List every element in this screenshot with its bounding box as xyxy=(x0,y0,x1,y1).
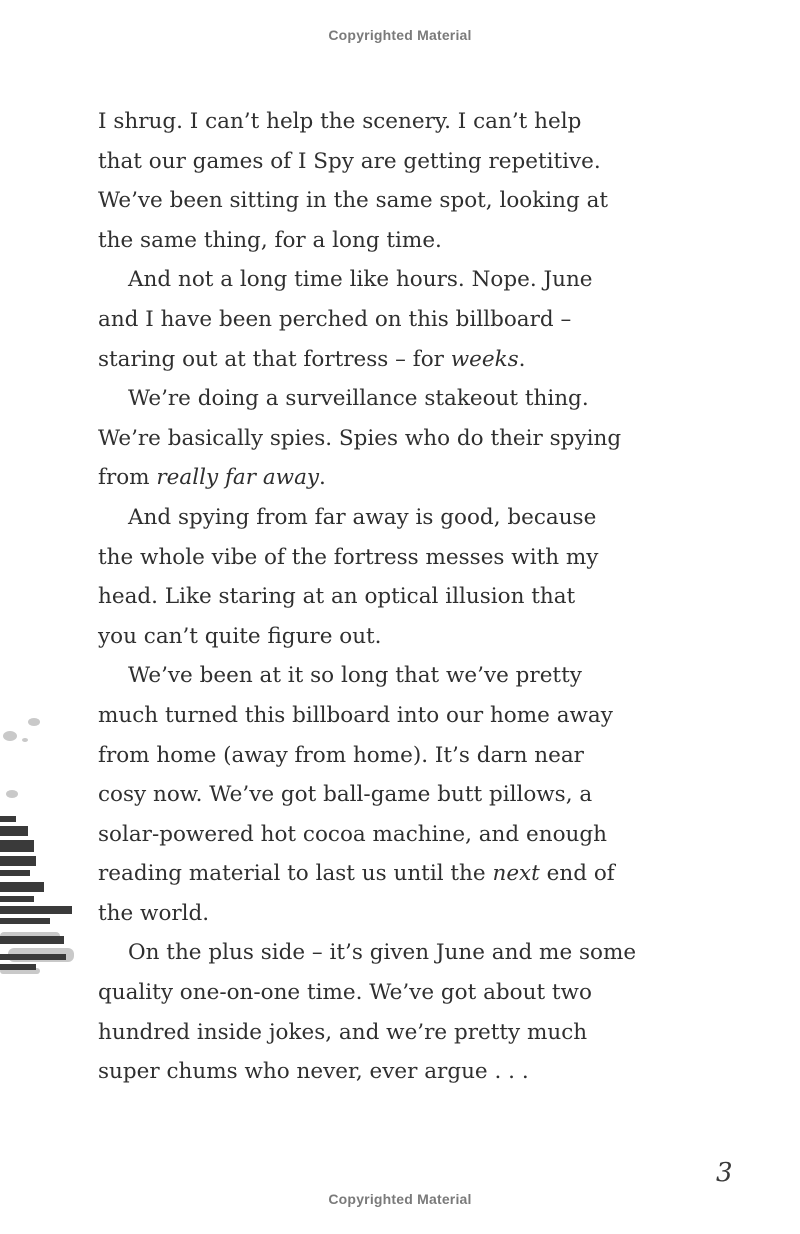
billboard-sketch-icon xyxy=(0,710,80,990)
text-segment: We’ve been sitting in the same spot, looking at xyxy=(98,188,609,214)
text-line xyxy=(98,617,698,657)
text-line xyxy=(98,775,698,815)
text-line xyxy=(98,102,698,142)
text-segment: We’re doing a surveillance stakeout thing. xyxy=(128,386,589,412)
copyright-watermark-top: Copyrighted Material xyxy=(328,27,472,43)
text-line xyxy=(98,458,698,498)
text-segment: And spying from far away is good, because xyxy=(128,504,597,530)
text-line xyxy=(98,538,698,578)
text-segment: I shrug. I can’t help the scenery. I can’t help xyxy=(98,109,582,134)
text-segment: the whole vibe of the fortress messes with my xyxy=(98,544,599,570)
text-segment: . xyxy=(518,346,526,372)
text-line xyxy=(98,656,698,696)
text-segment: hundred inside jokes, and we’re pretty much xyxy=(98,1019,588,1045)
text-segment: much turned this billboard into our home away xyxy=(98,702,613,728)
text-line xyxy=(98,142,698,182)
text-line xyxy=(98,894,698,934)
text-line xyxy=(98,933,698,973)
text-line xyxy=(98,854,698,894)
text-line xyxy=(98,379,698,419)
text-line xyxy=(98,340,698,380)
body-text xyxy=(98,102,698,1092)
text-segment: you can’t quite figure out. xyxy=(98,623,382,649)
text-segment: end of xyxy=(539,861,615,887)
text-segment: the world. xyxy=(98,900,210,926)
text-segment: We’ve been at it so long that we’ve pretty xyxy=(128,663,582,689)
text-segment: . xyxy=(319,465,326,491)
text-line xyxy=(98,815,698,855)
text-segment: reading material to last us until the xyxy=(98,861,493,887)
text-segment: the same thing, for a long time. xyxy=(98,227,442,253)
text-line xyxy=(98,221,698,261)
text-line xyxy=(98,1013,698,1053)
page-number: 3 xyxy=(716,1158,733,1188)
text-segment: And not a long time like hours. Nope. June xyxy=(128,267,593,293)
text-segment: head. Like staring at an optical illusion that xyxy=(98,584,576,610)
text-segment: and I have been perched on this billboard – xyxy=(98,306,572,332)
text-line xyxy=(98,696,698,736)
text-segment: quality one-on-one time. We’ve got about two xyxy=(98,980,592,1006)
text-segment: We’re basically spies. Spies who do their spying xyxy=(98,425,622,451)
text-segment: super chums who never, ever argue . . . xyxy=(98,1059,529,1085)
text-line xyxy=(98,260,698,300)
text-segment: cosy now. We’ve got ball-game butt pillows, a xyxy=(98,782,593,808)
text-line xyxy=(98,577,698,617)
text-segment: that our games of I Spy are getting repetitive. xyxy=(98,148,601,174)
text-line xyxy=(98,736,698,776)
italic-text: weeks xyxy=(450,346,519,372)
italic-text: really far away xyxy=(156,465,320,491)
italic-text: next xyxy=(492,861,540,887)
text-line xyxy=(98,300,698,340)
text-segment: solar-powered hot cocoa machine, and enough xyxy=(98,821,607,847)
text-segment: staring out at that fortress – for xyxy=(98,346,451,372)
copyright-watermark-bottom: Copyrighted Material xyxy=(328,1191,472,1207)
text-line xyxy=(98,973,698,1013)
text-segment: On the plus side – it’s given June and me some xyxy=(128,940,637,966)
text-line xyxy=(98,498,698,538)
text-line xyxy=(98,419,698,459)
text-line xyxy=(98,181,698,221)
text-segment: from home (away from home). It’s darn near xyxy=(98,742,584,768)
text-segment: from xyxy=(98,465,157,491)
text-line xyxy=(98,1052,698,1092)
